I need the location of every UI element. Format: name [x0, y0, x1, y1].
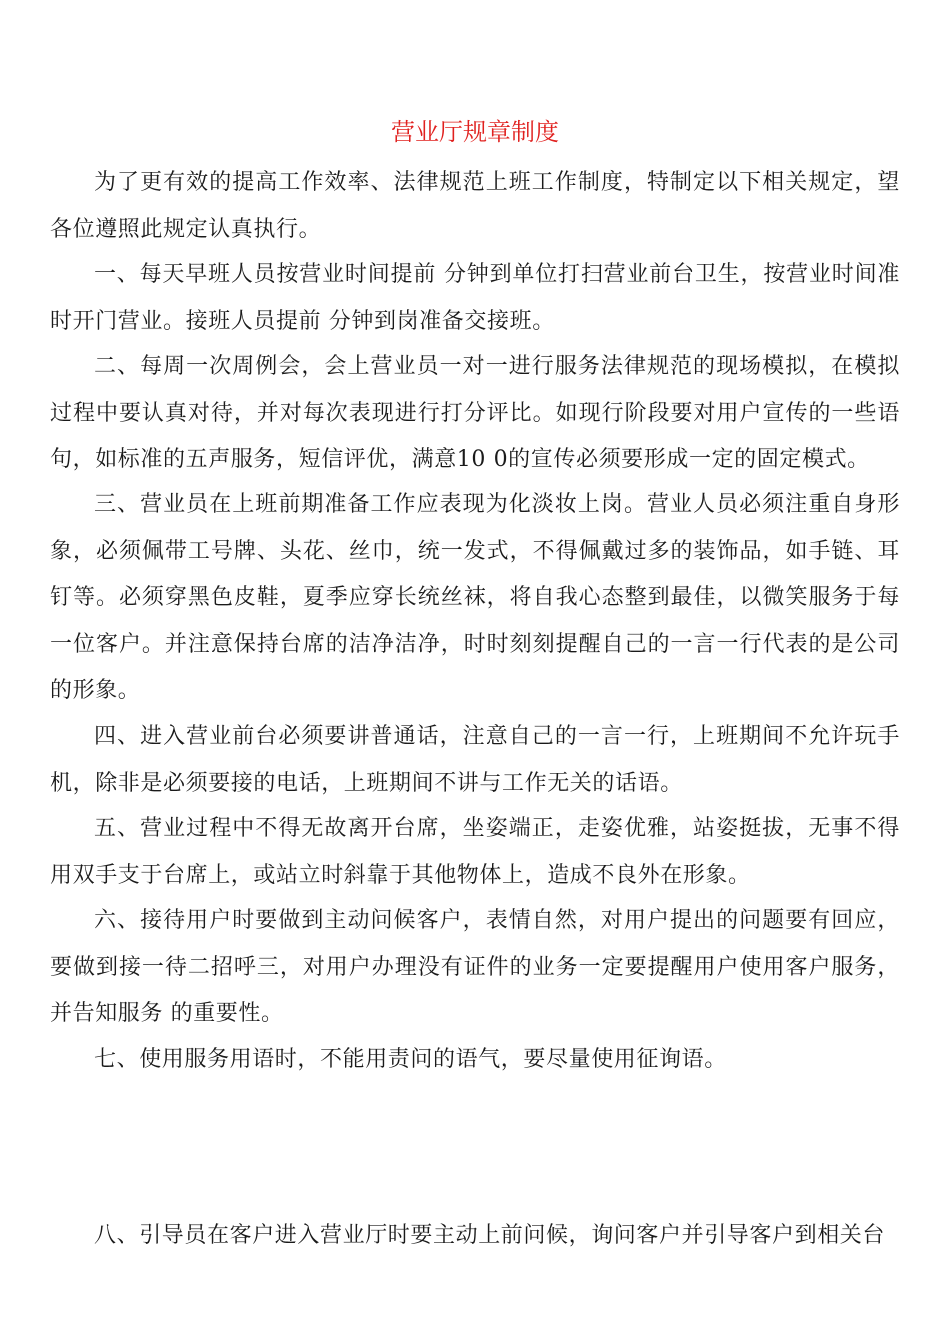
paragraph-rule-8: 八、引导员在客户进入营业厅时要主动上前问候，询问客户并引导客户到相关台 — [94, 1223, 886, 1248]
paragraph-rule-5: 五、营业过程中不得无故离开台席，坐姿端正，走姿优雅，站姿挺拔，无事不得用双手支于台席上，或站立时斜靠于其他物体上，造成不良外在形象。 — [50, 816, 900, 888]
paragraph-rule-7: 七、使用服务用语时，不能用责问的语气，要尽量使用征询语。 — [94, 1047, 727, 1072]
document-title: 营业厅规章制度 — [391, 118, 559, 146]
paragraph-rule-2: 二、每周一次周例会，会上营业员一对一进行服务法律规范的现场模拟，在模拟过程中要认真对待，并对每次表现进行打分评比。如现行阶段要对用户宣传的一些语句，如标准的五声服务，短信评优，满意10 0的宣传必须要形成一定的固定模式。 — [50, 354, 900, 472]
paragraph-intro: 为了更有效的提高工作效率、法律规范上班工作制度，特制定以下相关规定，望各位遵照此规定认真执行。 — [50, 170, 900, 242]
paragraph-rule-6: 六、接待用户时要做到主动问候客户，表情自然，对用户提出的问题要有回应，要做到接一待二招呼三，对用户办理没有证件的业务一定要提醒用户使用客户服务，并告知服务 的重要性。 — [50, 908, 900, 1026]
paragraph-rule-1: 一、每天早班人员按营业时间提前 分钟到单位打扫营业前台卫生，按营业时间准时开门营业。接班人员提前 分钟到岗准备交接班。 — [50, 262, 900, 334]
paragraph-rule-4: 四、进入营业前台必须要讲普通话，注意自己的一言一行，上班期间不允许玩手机，除非是必须要接的电话，上班期间不讲与工作无关的话语。 — [50, 724, 900, 796]
paragraph-rule-3: 三、营业员在上班前期准备工作应表现为化淡妆上岗。营业人员必须注重自身形象，必须佩带工号牌、头花、丝巾，统一发式，不得佩戴过多的装饰品，如手链、耳钉等。必须穿黑色皮鞋，夏季应穿长统丝袜，将自我心态整到最佳，以微笑服务于每一位客户。并注意保持台席的洁净洁净，时时刻刻提醒自己的一言一行代表的是公司的形象。 — [50, 492, 900, 703]
